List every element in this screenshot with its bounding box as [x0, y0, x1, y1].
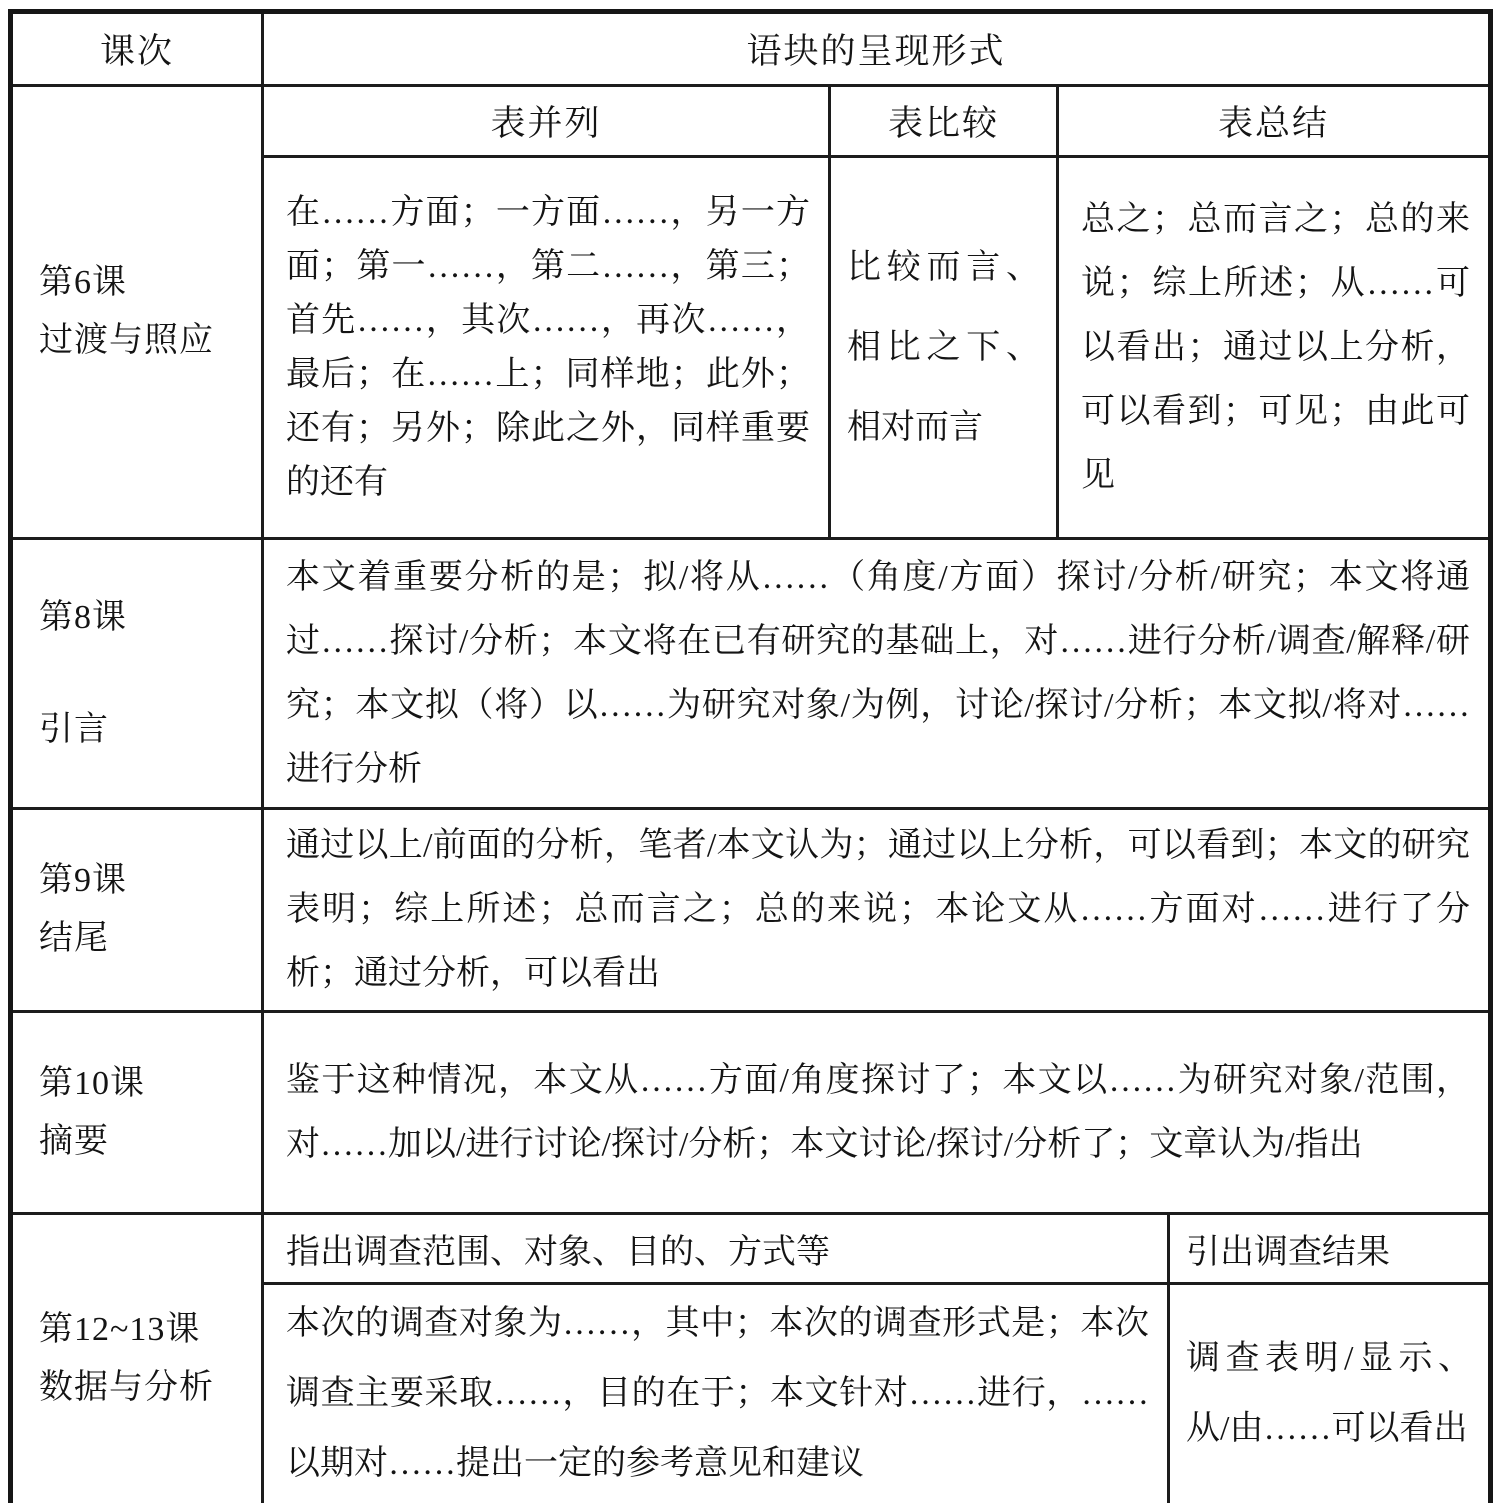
lesson8-subtitle: 引言 — [39, 710, 109, 748]
lesson12-13-subtitle: 数据与分析 — [39, 1369, 214, 1406]
lesson8-label-cell — [11, 539, 263, 809]
lesson12-13-title: 第12~13课 — [39, 1311, 201, 1348]
lesson6-subtitle: 过渡与照应 — [39, 322, 214, 359]
survey-scope-header-cell: 指出调查范围、对象、目的、方式等 — [263, 1214, 1169, 1284]
lesson6-summary-cell: 总之；总而言之；总的来说；综上所述；从……可以看出；通过以上分析，可以看到；可见；由此可见 — [1058, 157, 1491, 539]
chunk-presentation-table — [8, 9, 1493, 1503]
form-type-parallel-cell: 表并列 — [263, 86, 830, 157]
survey-scope-content-cell: 本次的调查对象为……，其中；本次的调查形式是；本次调查主要采取……，目的在于；本文针对……进行，……以期对……提出一定的参考意见和建议 — [263, 1284, 1169, 1503]
lesson9-label-cell — [11, 809, 263, 1012]
survey-result-header-cell: 引出调查结果 — [1169, 1214, 1491, 1284]
lesson12-13-label-cell — [11, 1214, 263, 1503]
lesson10-label-cell — [11, 1012, 263, 1214]
lesson8-content-cell: 本文着重要分析的是；拟/将从……（角度/方面）探讨/分析/研究；本文将通过……探讨/分析；本文将在已有研究的基础上，对……进行分析/调查/解释/研究；本文拟（将）以……为研究对象/为例，讨论/探讨/分析；本文拟/将对……进行分析 — [263, 539, 1491, 809]
lesson6-label-cell — [11, 86, 263, 539]
survey-result-content-cell: 调查表明/显示、从/由……可以看出 — [1169, 1284, 1491, 1503]
header-row — [11, 12, 1491, 86]
lesson9-content-cell: 通过以上/前面的分析，笔者/本文认为；通过以上分析，可以看到；本文的研究表明；综上所述；总而言之；总的来说；本论文从……方面对……进行了分析；通过分析，可以看出 — [263, 809, 1491, 1012]
lesson10-content-cell: 鉴于这种情况，本文从……方面/角度探讨了；本文以……为研究对象/范围，对……加以/进行讨论/探讨/分析；本文讨论/探讨/分析了；文章认为/指出 — [263, 1012, 1491, 1214]
lesson9-title: 第9课 — [39, 862, 127, 899]
form-type-summary-cell: 表总结 — [1058, 86, 1491, 157]
lesson8-row — [11, 539, 1491, 809]
lesson6-title: 第6课 — [39, 264, 127, 301]
lesson8-title: 第8课 — [39, 598, 127, 636]
header-lesson-cell: 课次 — [11, 12, 263, 86]
form-types-row — [11, 86, 1491, 157]
header-forms-cell: 语块的呈现形式 — [263, 12, 1491, 86]
lesson12-13-subheader-row — [11, 1214, 1491, 1284]
lesson10-title: 第10课 — [39, 1064, 145, 1102]
lesson10-subtitle: 摘要 — [39, 1122, 109, 1160]
lesson6-comparison-cell: 比较而言、相比之下、相对而言 — [830, 157, 1058, 539]
form-type-comparison-cell: 表比较 — [830, 86, 1058, 157]
lesson9-subtitle: 结尾 — [39, 920, 109, 957]
lesson6-parallel-cell: 在……方面；一方面……，另一方面；第一……，第二……，第三；首先……，其次……，再次……，最后；在……上；同样地；此外；还有；另外；除此之外，同样重要的还有 — [263, 157, 830, 539]
lesson10-row — [11, 1012, 1491, 1214]
lesson9-row — [11, 809, 1491, 1012]
